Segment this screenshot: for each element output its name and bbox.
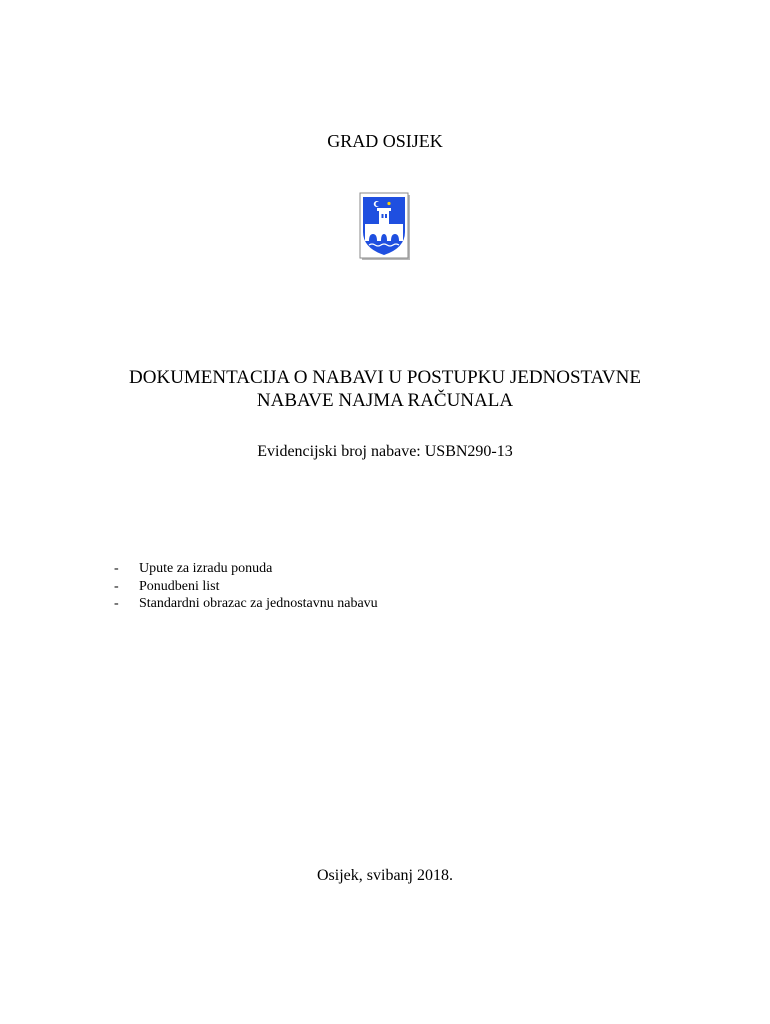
place-and-date: Osijek, svibanj 2018. — [317, 867, 453, 884]
list-item — [114, 578, 378, 596]
procurement-reference-number: Evidencijski broj nabave: USBN290-13 — [257, 443, 513, 460]
list-item — [114, 595, 378, 613]
list-item-label: Standardni obrazac za jednostavnu nabavu — [139, 596, 378, 611]
list-item-label: Ponudbeni list — [139, 578, 220, 594]
list-bullet: - — [114, 578, 119, 594]
city-title: GRAD OSIJEK — [327, 131, 443, 151]
list-bullet: - — [114, 596, 119, 611]
osijek-coat-of-arms-icon — [359, 192, 411, 261]
list-bullet: - — [114, 561, 119, 576]
document-title-line-1: DOKUMENTACIJA O NABAVI U POSTUPKU JEDNOSTAVNE — [129, 367, 641, 388]
document-title-line-2: NABAVE NAJMA RAČUNALA — [256, 390, 514, 411]
list-item — [114, 560, 378, 578]
list-item-label: Upute za izradu ponuda — [139, 561, 273, 576]
contents-list — [114, 560, 378, 613]
document-title — [0, 366, 770, 412]
